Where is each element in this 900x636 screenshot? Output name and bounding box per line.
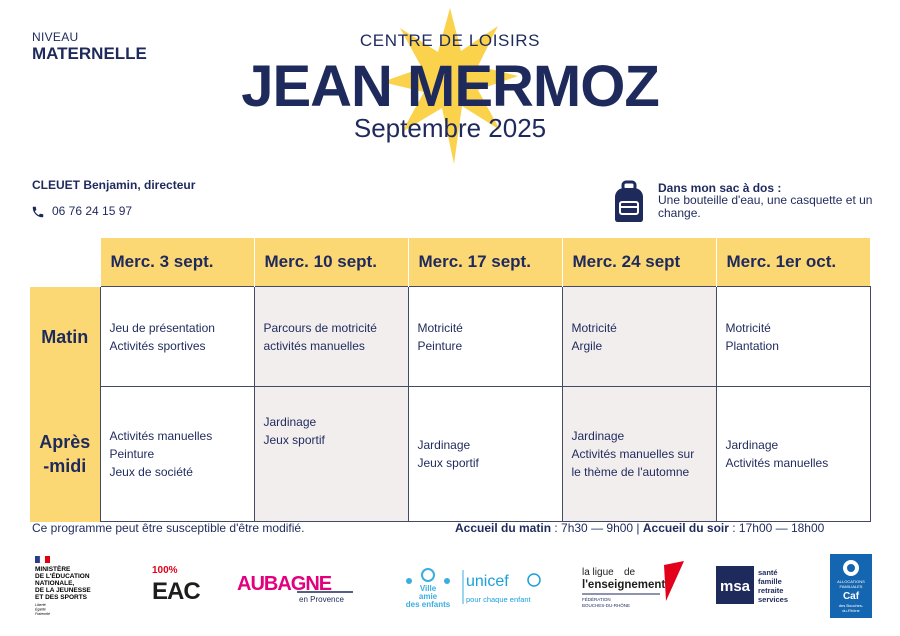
caf-logo bbox=[830, 554, 872, 618]
activity-item: Jeu de présentation bbox=[109, 320, 215, 335]
unicef-name: unicef bbox=[466, 573, 509, 590]
ligue-line3: l'enseignement bbox=[582, 579, 666, 591]
accueil-soir-label: Accueil du soir bbox=[642, 521, 729, 535]
program-note: Ce programme peut être susceptible d'être modifié. bbox=[32, 521, 305, 535]
aubagne-logo bbox=[237, 570, 357, 606]
activity-cell bbox=[100, 287, 254, 387]
ministere-motto: Égalité bbox=[35, 607, 46, 612]
activity-item: Jeux de société bbox=[109, 465, 193, 479]
unicef-logo bbox=[462, 568, 542, 608]
activity-item: Jardinage bbox=[417, 438, 471, 452]
activity-item: Motricité bbox=[725, 320, 771, 335]
period-label-apres-midi bbox=[30, 387, 100, 522]
ligue-sub: FÉDÉRATION bbox=[582, 597, 611, 602]
caf-region: du-Rhône bbox=[842, 608, 860, 613]
accueil-hours bbox=[455, 521, 824, 535]
msa-line: services bbox=[758, 595, 789, 604]
activity-item: Jardinage bbox=[725, 438, 779, 452]
ministere-line: NATIONALE, bbox=[35, 580, 75, 587]
phone-icon bbox=[31, 205, 45, 219]
activity-item: Peinture bbox=[109, 447, 155, 461]
director-name: CLEUET Benjamin, directeur bbox=[32, 178, 196, 192]
backpack-icon bbox=[612, 181, 646, 223]
period-label-line: -midi bbox=[43, 456, 87, 476]
day-header: Merc. 17 sept. bbox=[408, 238, 562, 287]
eac-main: EAC bbox=[152, 578, 200, 605]
msa-logo bbox=[716, 566, 802, 606]
table-header-row bbox=[30, 238, 870, 287]
activity-cell bbox=[562, 287, 716, 387]
msa-line: retraite bbox=[758, 586, 784, 595]
activity-cell bbox=[100, 387, 254, 522]
activity-item: Jardinage bbox=[571, 429, 625, 443]
activity-item: Jeux sportif bbox=[263, 433, 325, 447]
activity-item: Activités manuelles sur bbox=[571, 447, 695, 461]
aubagne-name: AUBAGNE bbox=[237, 573, 332, 595]
activity-item: Motricité bbox=[571, 320, 617, 335]
ville-line: Ville bbox=[419, 584, 437, 593]
ville-line: amie bbox=[418, 592, 438, 601]
period-label-line: Après bbox=[39, 432, 91, 452]
accueil-matin-label: Accueil du matin bbox=[455, 521, 552, 535]
activity-cell bbox=[716, 287, 870, 387]
activity-item: Argile bbox=[571, 338, 603, 353]
caf-line: FAMILIALES bbox=[839, 584, 863, 589]
activity-cell bbox=[716, 387, 870, 522]
ministere-line: DE L'ÉDUCATION bbox=[35, 573, 90, 580]
activity-item: Parcours de motricité bbox=[263, 320, 377, 335]
ville-line: des enfants bbox=[405, 600, 451, 609]
caf-name: Caf bbox=[842, 591, 860, 602]
table-row-matin bbox=[30, 287, 870, 387]
ministere-line: DE LA JEUNESSE bbox=[35, 587, 91, 594]
unicef-sub: pour chaque enfant bbox=[466, 595, 531, 604]
niveau-value: MATERNELLE bbox=[32, 44, 147, 63]
activity-item: le thème de l'automne bbox=[571, 465, 690, 479]
period-label-matin: Matin bbox=[30, 287, 100, 387]
activity-item: activités manuelles bbox=[263, 338, 365, 353]
activity-item: Activités manuelles bbox=[109, 429, 213, 443]
activity-cell bbox=[254, 287, 408, 387]
activity-item: Activités manuelles bbox=[725, 456, 829, 470]
ligue-line2: de bbox=[624, 567, 636, 578]
ligue-line1: la ligue bbox=[582, 567, 614, 578]
ligue-sub: BOUCHES-DU-RHÔNE bbox=[582, 603, 631, 608]
caf-region: des Bouches- bbox=[838, 603, 864, 608]
msa-letters: msa bbox=[719, 578, 751, 595]
activity-cell bbox=[408, 387, 562, 522]
msa-line: santé bbox=[758, 568, 778, 577]
ministere-motto: Liberté bbox=[35, 603, 46, 607]
accueil-matin-value: : 7h30 — 9h00 | bbox=[551, 521, 643, 535]
ministere-line: MINISTÈRE bbox=[35, 566, 71, 573]
ministere-logo bbox=[33, 556, 113, 620]
activity-item: Activités sportives bbox=[109, 338, 206, 353]
day-header: Merc. 3 sept. bbox=[100, 238, 254, 287]
activity-cell bbox=[408, 287, 562, 387]
activity-cell bbox=[254, 387, 408, 522]
ministere-motto: Fraternité bbox=[35, 612, 50, 616]
table-row-apres-midi bbox=[30, 387, 870, 522]
phone-number: 06 76 24 15 97 bbox=[52, 204, 133, 218]
eac-top: 100% bbox=[152, 565, 178, 576]
ligue-logo bbox=[582, 561, 686, 611]
planning-table bbox=[30, 238, 871, 522]
ville-amie-logo bbox=[397, 567, 459, 611]
centre-title: CENTRE DE LOISIRS bbox=[359, 31, 541, 50]
table-corner bbox=[30, 238, 100, 287]
month-subtitle: Septembre 2025 bbox=[353, 113, 547, 143]
eac-logo bbox=[150, 563, 200, 605]
aubagne-sub: en Provence bbox=[299, 595, 344, 604]
msa-line: famille bbox=[758, 577, 782, 586]
bag-text: Une bouteille d'eau, une casquette et un change. bbox=[658, 193, 873, 220]
day-header: Merc. 24 sept bbox=[562, 238, 716, 287]
activity-cell bbox=[562, 387, 716, 522]
day-header: Merc. 10 sept. bbox=[254, 238, 408, 287]
ministere-line: ET DES SPORTS bbox=[35, 594, 88, 601]
activity-item: Motricité bbox=[417, 320, 463, 335]
activity-item: Jardinage bbox=[263, 415, 317, 429]
bag-title: Dans mon sac à dos : bbox=[658, 181, 782, 195]
caf-line: ALLOCATIONS bbox=[837, 579, 865, 584]
accueil-soir-value: : 17h00 — 18h00 bbox=[728, 521, 825, 535]
page-title: JEAN MERMOZ bbox=[241, 54, 659, 119]
activity-item: Jeux sportif bbox=[417, 456, 479, 470]
activity-item: Plantation bbox=[725, 338, 779, 353]
day-header: Merc. 1er oct. bbox=[716, 238, 870, 287]
niveau-label: NIVEAU bbox=[32, 30, 79, 44]
activity-item: Peinture bbox=[417, 338, 463, 353]
